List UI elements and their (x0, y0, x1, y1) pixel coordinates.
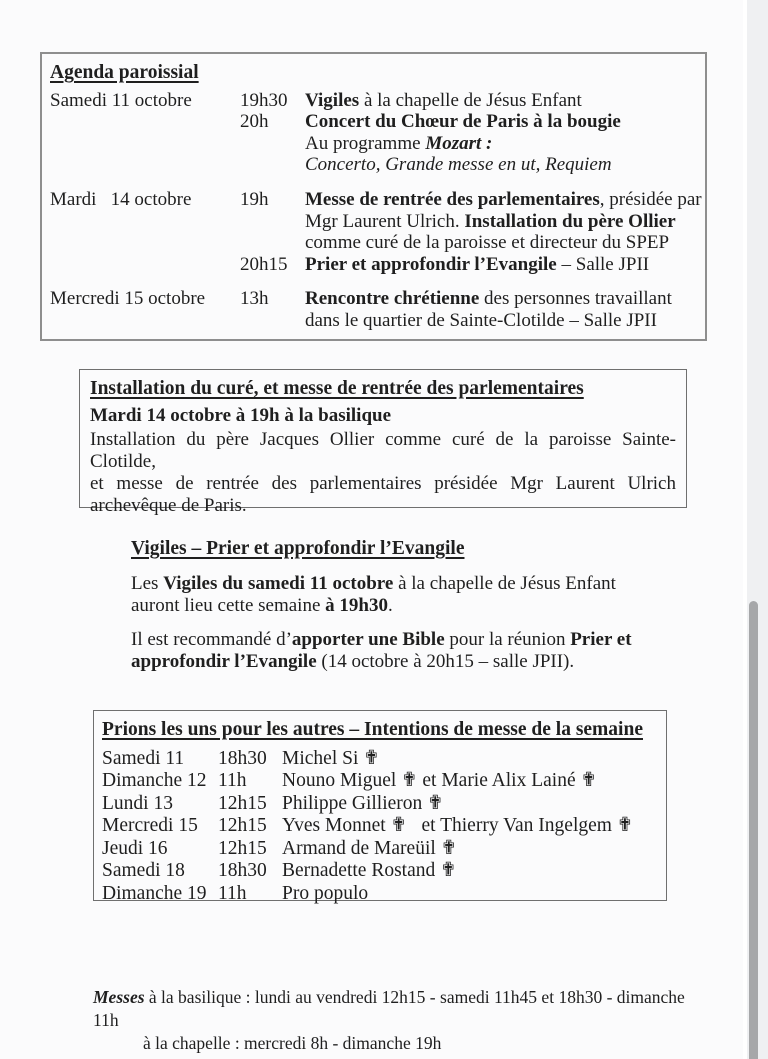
intention-row (102, 770, 658, 793)
intention-date-cell: Dimanche 12 (102, 770, 207, 791)
agenda-time-cell: 13h (240, 288, 269, 310)
agenda-desc-cell: dans le quartier de Sainte-Clotilde – Salle JPII (305, 309, 657, 331)
intention-row (102, 883, 658, 906)
agenda-row (50, 90, 693, 112)
intention-time-cell: 12h15 (218, 837, 267, 859)
agenda-row (50, 188, 702, 211)
agenda-time-cell: 20h15 (240, 253, 288, 275)
intention-time-cell: 11h (218, 882, 247, 904)
agenda-time-cell: 19h (240, 188, 269, 210)
intention-row (102, 748, 658, 771)
agenda-desc-cell: Mgr Laurent Ulrich. Installation du père Ollier (305, 210, 676, 232)
intention-name-cell: Armand de Mareüil ✟ (282, 837, 457, 859)
agenda-date-cell (50, 211, 240, 233)
agenda-time-cell (240, 133, 305, 155)
agenda-desc-cell: Concerto, Grande messe en ut, Requiem (305, 154, 612, 176)
scrollbar-thumb[interactable] (749, 601, 758, 1059)
installation-paragraph-line: Installation du père Jacques Ollier comme curé de la paroisse Sainte-Clotilde, (90, 429, 676, 472)
agenda-date-cell (50, 154, 240, 176)
vigiles-paragraph-2 (131, 629, 676, 673)
intention-date-cell: Lundi 13 (102, 792, 173, 814)
agenda-row (50, 111, 693, 133)
agenda-row (50, 133, 693, 155)
agenda-date-cell: Mercredi 15 octobre (50, 288, 206, 310)
vigiles-line: Il est recommandé d’apporter une Bible pour la réunion Prier et (131, 629, 632, 650)
agenda-row (50, 154, 693, 176)
agenda-date-cell: Mardi 14 octobre (50, 188, 192, 210)
intention-time-cell: 18h30 (218, 860, 267, 881)
agenda-time-cell (240, 211, 305, 233)
intention-date-cell: Jeudi 16 (102, 837, 168, 859)
agenda-row (50, 232, 693, 254)
vigiles-line: approfondir l’Evangile (14 octobre à 20h15 – salle JPII). (131, 651, 575, 672)
intention-name-cell: Bernadette Rostand ✟ (282, 860, 457, 881)
intention-time-cell: 12h15 (218, 815, 267, 836)
agenda-desc-cell: comme curé de la paroisse et directeur du SPEP (305, 232, 670, 254)
agenda-time-cell (240, 232, 305, 254)
agenda-date-cell (50, 111, 240, 133)
installation-title: Installation du curé, et messe de rentrée des parlementaires (90, 378, 584, 399)
intention-date-cell: Samedi 18 (102, 860, 185, 881)
intention-time-cell: 18h30 (218, 747, 267, 769)
intentions-title: Prions les uns pour les autres – Intentions de messe de la semaine (102, 719, 643, 740)
vigiles-title: Vigiles – Prier et approfondir l’Evangile (131, 538, 465, 559)
intention-name-cell: Philippe Gillieron ✟ (282, 792, 444, 814)
agenda-desc-cell: Prier et approfondir l’Evangile – Salle JPII (305, 253, 650, 275)
mass-times-footer (93, 986, 693, 1055)
intention-time-cell: 11h (218, 770, 247, 791)
vigiles-line: auront lieu cette semaine à 19h30. (131, 595, 393, 616)
intention-date-cell: Dimanche 19 (102, 882, 207, 904)
agenda-time-cell: 19h30 (240, 89, 288, 111)
agenda-time-cell (240, 154, 305, 176)
agenda-date-cell: Samedi 11 octobre (50, 89, 192, 111)
agenda-date-cell (50, 232, 240, 254)
vigiles-section (131, 538, 676, 673)
agenda-date-cell (50, 254, 240, 276)
agenda-title: Agenda paroissial (50, 62, 199, 83)
installation-paragraph-line: archevêque de Paris. (90, 495, 247, 516)
installation-subtitle: Mardi 14 octobre à 19h à la basilique (90, 405, 392, 426)
agenda-desc-cell: Rencontre chrétienne des personnes travaillant (305, 288, 672, 310)
agenda-time-cell (240, 310, 305, 332)
agenda-date-cell (50, 133, 240, 155)
agenda-row (50, 288, 693, 310)
installation-paragraph-line: et messe de rentrée des parlementaires présidée Mgr Laurent Ulrich (90, 473, 676, 494)
intentions-box (93, 710, 667, 904)
installation-box (79, 369, 687, 516)
intention-name-cell: Pro populo (282, 882, 369, 904)
agenda-desc-cell: Au programme Mozart : (305, 132, 493, 154)
agenda-desc-cell: Vigiles à la chapelle de Jésus Enfant (305, 89, 582, 111)
agenda-box (40, 52, 707, 341)
vigiles-paragraph-1 (131, 573, 676, 617)
agenda-desc-cell: Messe de rentrée des parlementaires, présidée par (305, 188, 702, 210)
agenda-date-cell (50, 310, 240, 332)
intention-name-cell: Michel Si ✟ (282, 747, 380, 769)
footer-line-1: Messes à la basilique : lundi au vendredi 12h15 - samedi 11h45 et 18h30 - dimanche 11h (93, 987, 685, 1030)
vigiles-line: Les Vigiles du samedi 11 octobre à la chapelle de Jésus Enfant (131, 573, 616, 594)
agenda-row (50, 310, 693, 332)
agenda-desc-cell: Concert du Chœur de Paris à la bougie (305, 111, 621, 133)
intention-date-cell: Samedi 11 (102, 747, 185, 769)
intention-time-cell: 12h15 (218, 792, 267, 814)
intention-name-cell: Nouno Miguel ✟ et Marie Alix Lainé ✟ (282, 770, 597, 791)
agenda-time-cell: 20h (240, 111, 269, 133)
agenda-row (50, 254, 693, 276)
intention-row (102, 815, 658, 838)
intention-row (102, 860, 658, 883)
intention-name-cell: Yves Monnet ✟ et Thierry Van Ingelgem ✟ (282, 815, 634, 836)
intention-row (102, 793, 658, 816)
intention-date-cell: Mercredi 15 (102, 815, 198, 836)
agenda-row (50, 211, 693, 233)
footer-line-2: à la chapelle : mercredi 8h - dimanche 19h (143, 1033, 442, 1053)
intention-row (102, 838, 658, 861)
scrollbar-track[interactable] (747, 0, 768, 1059)
